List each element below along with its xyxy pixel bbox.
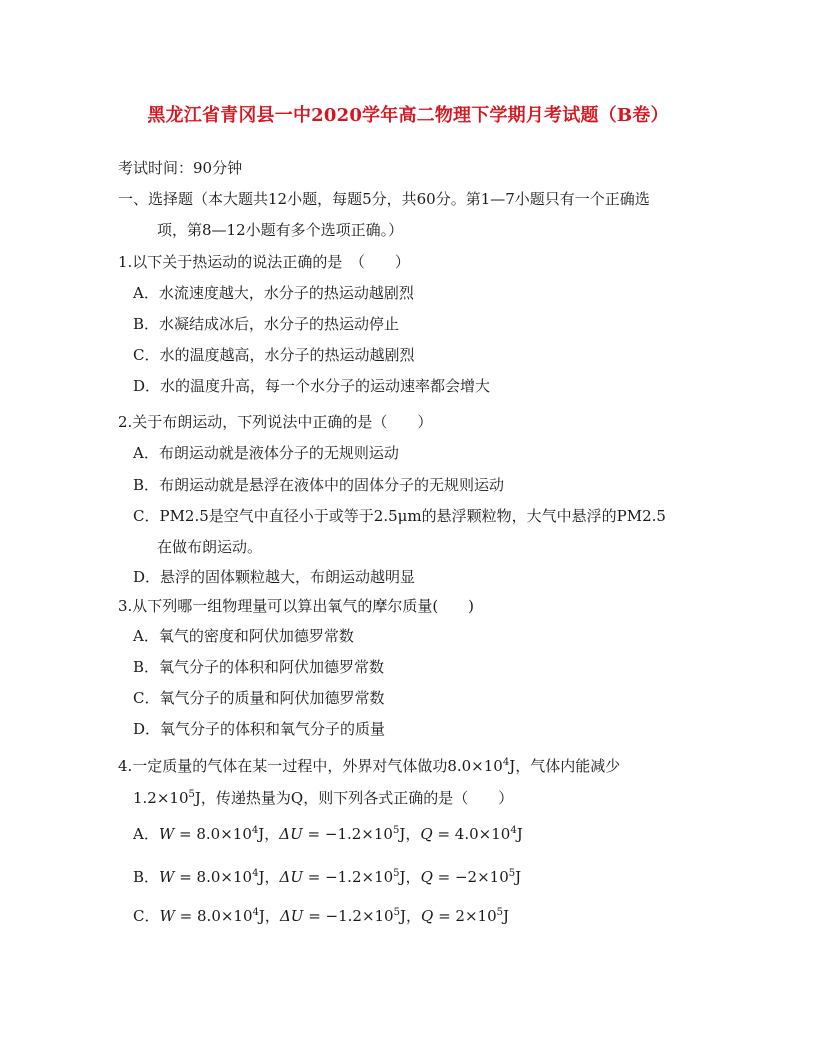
question-2-option-a: A．布朗运动就是液体分子的无规则运动 bbox=[133, 444, 399, 462]
question-3-option-c: C．氧气分子的质量和阿伏加德罗常数 bbox=[133, 689, 385, 707]
question-2-option-d: D．悬浮的固体颗粒越大，布朗运动越明显 bbox=[133, 568, 416, 586]
question-4-stem bbox=[118, 756, 620, 776]
q4-stem2-exp-1: 5 bbox=[188, 789, 195, 800]
question-3-stem: 3.从下列哪一组物理量可以算出氧气的摩尔质量( ) bbox=[118, 597, 475, 615]
question-4-option-c: C．$W = 8.0\times 10^4J$，$\Delta U = -1.2\times 10^5J$，$Q = 2\times 10^5J$ bbox=[133, 907, 510, 925]
question-2-option-b: B．布朗运动就是悬浮在液体中的固体分子的无规则运动 bbox=[133, 476, 505, 494]
question-3-option-a: A．氧气的密度和阿伏加德罗常数 bbox=[133, 627, 354, 645]
question-1-option-d: D．水的温度升高，每一个水分子的运动速率都会增大 bbox=[133, 377, 491, 395]
question-2-option-c: C．PM2.5是空气中直径小于或等于2.5μm的悬浮颗粒物，大气中悬浮的PM2.5 bbox=[133, 507, 666, 525]
question-3-option-b: B．氧气分子的体积和阿伏加德罗常数 bbox=[133, 658, 385, 676]
q4-stem-exp-1: 4 bbox=[502, 757, 510, 768]
question-3-option-d: D．氧气分子的体积和氧气分子的质量 bbox=[133, 720, 386, 738]
question-2-option-c-cont: 在做布朗运动。 bbox=[157, 538, 263, 556]
document-title: 黑龙江省青冈县一中2020学年高二物理下学期月考试题（B卷） bbox=[147, 105, 669, 126]
section-heading-line2: 项，第8—12小题有多个选项正确。） bbox=[157, 221, 404, 239]
question-4-option-b: B．$W = 8.0\times 10^4J$，$\Delta U = -1.2\times 10^5J$，$Q = -2\times 10^5J$ bbox=[133, 868, 522, 886]
q4-stem-text-2: J，气体内能减少 bbox=[509, 757, 621, 775]
question-1-option-b: B．水凝结成冰后，水分子的热运动停止 bbox=[133, 315, 400, 333]
section-heading-line1: 一、选择题（本大题共12小题，每题5分，共60分。第1—7小题只有一个正确选 bbox=[118, 190, 650, 208]
q4-stem2-text-2: J，传递热量为Q，则下列各式正确的是（ ） bbox=[194, 789, 514, 807]
question-4-stem-line2 bbox=[133, 788, 513, 808]
q4-stem2-text-1: 1.2×10 bbox=[133, 789, 189, 807]
question-4-option-a: A．$W = 8.0\times 10^4J$，$\Delta U = -1.2\times 10^5J$，$Q = 4.0\times 10^4J$ bbox=[133, 825, 523, 843]
question-1-stem: 1.以下关于热运动的说法正确的是 （ ） bbox=[118, 253, 410, 271]
question-1-option-a: A．水流速度越大，水分子的热运动越剧烈 bbox=[133, 284, 414, 302]
q4-stem-text-1: 4.一定质量的气体在某一过程中，外界对气体做功8.0×10 bbox=[118, 757, 503, 775]
exam-time: 考试时间：90分钟 bbox=[118, 159, 243, 177]
question-1-option-c: C．水的温度越高，水分子的热运动越剧烈 bbox=[133, 346, 415, 364]
question-2-stem: 2.关于布朗运动，下列说法中正确的是（ ） bbox=[118, 413, 433, 431]
